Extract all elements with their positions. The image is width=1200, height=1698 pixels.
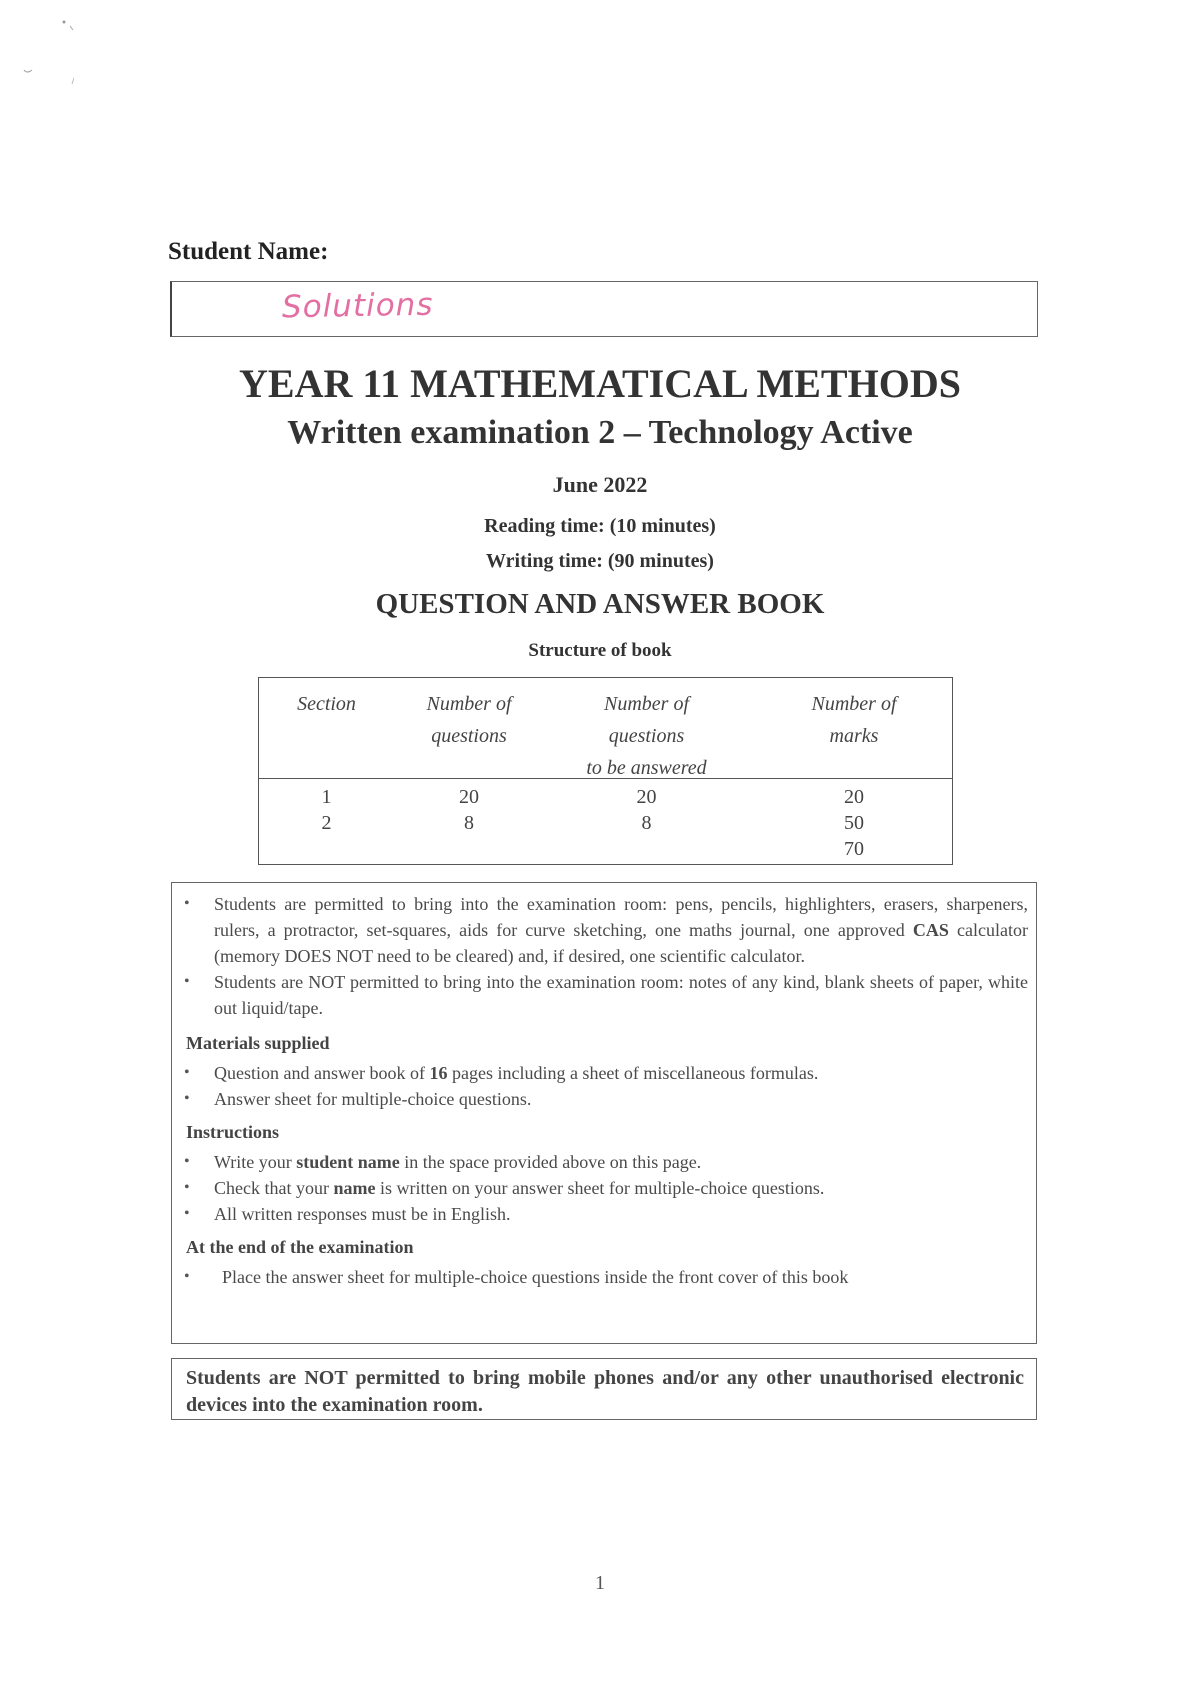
row2-section: 2 <box>321 812 332 834</box>
materials-list <box>172 1060 1036 1112</box>
header-questions-to-answer: Number of questions to be answered <box>586 693 707 779</box>
instructions-heading: Instructions <box>186 1122 280 1142</box>
bullet-icon: • <box>184 895 190 912</box>
exam-information-box <box>171 882 1037 1344</box>
row1-marks: 20 <box>844 786 864 808</box>
student-name-handwriting: Solutions <box>281 286 434 326</box>
structure-table <box>258 677 953 865</box>
writing-time: Writing time: (90 minutes) <box>486 550 714 572</box>
row1-section: 1 <box>321 786 332 808</box>
bullet-icon: • <box>184 1179 190 1196</box>
table-header-rule <box>259 778 952 779</box>
bullet-icon: • <box>184 1153 190 1170</box>
total-marks: 70 <box>844 838 864 860</box>
materials-heading: Materials supplied <box>186 1033 330 1053</box>
row1-answered: 20 <box>636 786 657 808</box>
permitted-list <box>172 891 1036 1021</box>
bullet-icon: • <box>184 1090 190 1107</box>
end-of-exam-list <box>172 1264 1036 1290</box>
list-item: • All written responses must be in English. <box>172 1201 1036 1227</box>
header-section: Section <box>297 693 356 715</box>
exam-date: June 2022 <box>552 472 648 497</box>
row2-answered: 8 <box>641 812 652 834</box>
bullet-icon: • <box>184 973 190 990</box>
list-item: • Place the answer sheet for multiple-choice questions inside the front cover of this book <box>172 1264 1036 1290</box>
row1-questions: 20 <box>459 786 479 808</box>
instructions-list <box>172 1149 1036 1227</box>
list-item: • Answer sheet for multiple-choice questions. <box>172 1086 1036 1112</box>
header-number-of-questions: Number of questions <box>426 693 512 747</box>
end-of-exam-heading: At the end of the examination <box>186 1237 414 1257</box>
student-name-label: Student Name: <box>168 238 329 265</box>
student-name-box[interactable] <box>170 281 1038 337</box>
list-item: • Check that your name is written on your answer sheet for multiple-choice questions. <box>172 1175 1036 1201</box>
stray-pen-marks <box>14 14 74 94</box>
reading-time: Reading time: (10 minutes) <box>484 515 716 537</box>
exam-subtitle: Written examination 2 – Technology Active <box>287 414 913 451</box>
list-item: • Question and answer book of 16 pages including a sheet of miscellaneous formulas. <box>172 1060 1036 1086</box>
bullet-icon: • <box>184 1064 190 1081</box>
page-number: 1 <box>595 1572 605 1594</box>
qa-book-heading: QUESTION AND ANSWER BOOK <box>375 588 825 620</box>
bullet-icon: • <box>184 1268 190 1285</box>
mobile-phone-warning: Students are NOT permitted to bring mobile phones and/or any other unauthorised electronic devices into the examination room. <box>171 1358 1037 1420</box>
list-item: • Students are permitted to bring into the examination room: pens, pencils, highlighters, erasers, sharpeners, rulers, a protractor, set-squares, aids for curve sketching, one maths journal, one approved CAS calculator (memory DOES NOT need to be cleared) and, if desired, one scientific calculator. <box>172 891 1036 969</box>
bullet-icon: • <box>184 1205 190 1222</box>
list-item: • Students are NOT permitted to bring into the examination room: notes of any kind, blank sheets of paper, white out liquid/tape. <box>172 969 1036 1021</box>
list-item: • Write your student name in the space provided above on this page. <box>172 1149 1036 1175</box>
row2-questions: 8 <box>464 812 474 834</box>
structure-heading: Structure of book <box>528 640 672 661</box>
exam-title: YEAR 11 MATHEMATICAL METHODS <box>239 361 961 406</box>
row2-marks: 50 <box>844 812 864 834</box>
header-number-of-marks: Number of marks <box>811 693 897 747</box>
